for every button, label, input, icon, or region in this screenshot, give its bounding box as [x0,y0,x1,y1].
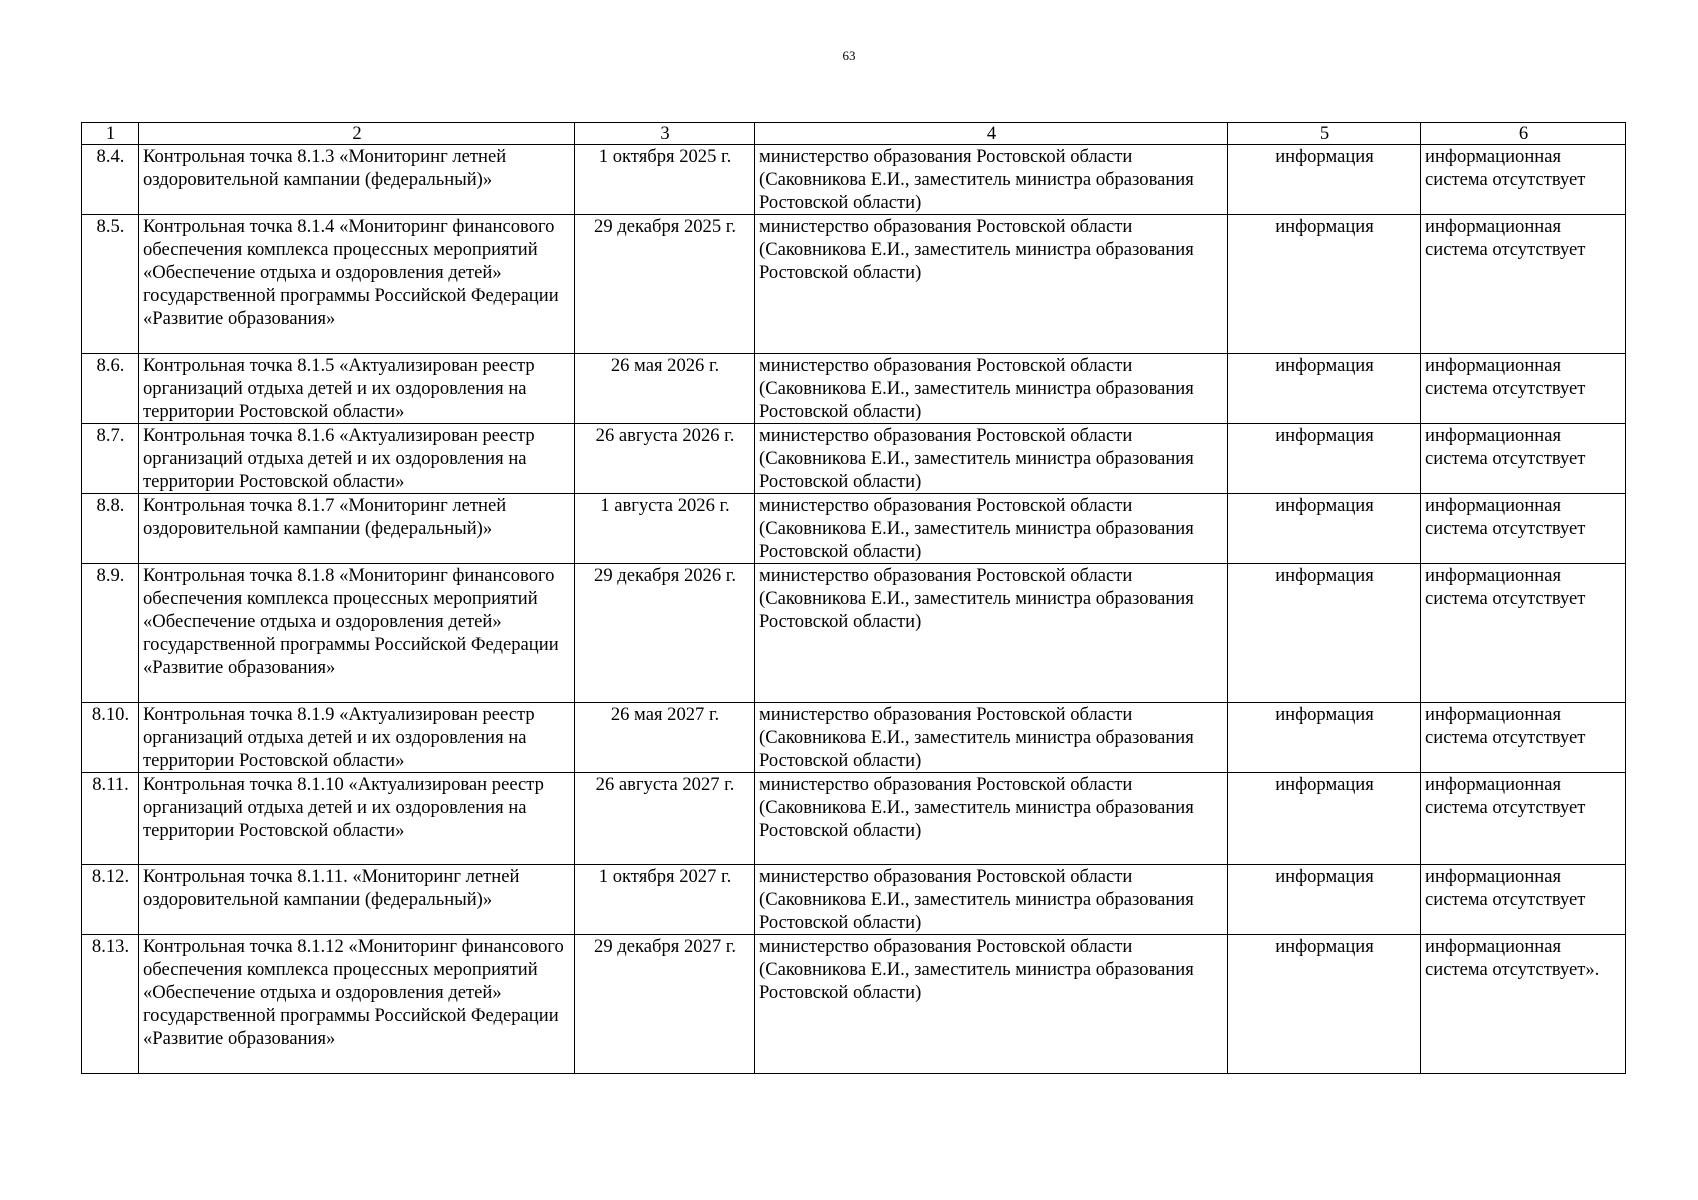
row-number: 8.6. [82,354,139,424]
column-header-2: 2 [139,123,575,145]
information-system: информационная система отсутствует [1421,424,1626,494]
row-number: 8.7. [82,424,139,494]
control-point-name: Контрольная точка 8.1.10 «Актуализирован реестр организаций отдыха детей и их оздоровления на территории Ростовской области» [139,773,575,865]
confirmation-document: информация [1228,354,1421,424]
deadline-date: 1 октября 2025 г. [575,145,755,215]
confirmation-document: информация [1228,494,1421,564]
row-number: 8.10. [82,703,139,773]
information-system: информационная система отсутствует [1421,564,1626,703]
confirmation-document: информация [1228,865,1421,935]
information-system: информационная система отсутствует». [1421,935,1626,1074]
responsible-executor: министерство образования Ростовской области (Саковникова Е.И., заместитель министра образования Ростовской области) [755,424,1228,494]
confirmation-document: информация [1228,773,1421,865]
control-point-name: Контрольная точка 8.1.6 «Актуализирован реестр организаций отдыха детей и их оздоровления на территории Ростовской области» [139,424,575,494]
control-point-name: Контрольная точка 8.1.7 «Мониторинг летней оздоровительной кампании (федеральный)» [139,494,575,564]
table-row [82,703,1626,773]
table-row [82,354,1626,424]
deadline-date: 26 мая 2027 г. [575,703,755,773]
confirmation-document: информация [1228,935,1421,1074]
confirmation-document: информация [1228,703,1421,773]
confirmation-document: информация [1228,424,1421,494]
control-point-name: Контрольная точка 8.1.3 «Мониторинг летней оздоровительной кампании (федеральный)» [139,145,575,215]
table-row [82,494,1626,564]
table-row [82,935,1626,1074]
information-system: информационная система отсутствует [1421,354,1626,424]
table-row [82,564,1626,703]
deadline-date: 26 августа 2026 г. [575,424,755,494]
column-header-5: 5 [1228,123,1421,145]
table-row [82,773,1626,865]
responsible-executor: министерство образования Ростовской области (Саковникова Е.И., заместитель министра образования Ростовской области) [755,773,1228,865]
row-number: 8.5. [82,215,139,354]
deadline-date: 29 декабря 2025 г. [575,215,755,354]
responsible-executor: министерство образования Ростовской области (Саковникова Е.И., заместитель министра образования Ростовской области) [755,703,1228,773]
row-number: 8.13. [82,935,139,1074]
table-header-row [82,123,1626,145]
information-system: информационная система отсутствует [1421,703,1626,773]
control-point-name: Контрольная точка 8.1.12 «Мониторинг финансового обеспечения комплекса процессных мероприятий «Обеспечение отдыха и оздоровления детей» государственной программы Российской Федерации «Развитие образования» [139,935,575,1074]
deadline-date: 1 октября 2027 г. [575,865,755,935]
responsible-executor: министерство образования Ростовской области (Саковникова Е.И., заместитель министра образования Ростовской области) [755,215,1228,354]
confirmation-document: информация [1228,215,1421,354]
confirmation-document: информация [1228,564,1421,703]
control-points-table [81,122,1626,1074]
control-point-name: Контрольная точка 8.1.11. «Мониторинг летней оздоровительной кампании (федеральный)» [139,865,575,935]
responsible-executor: министерство образования Ростовской области (Саковникова Е.И., заместитель министра образования Ростовской области) [755,494,1228,564]
column-header-1: 1 [82,123,139,145]
control-point-name: Контрольная точка 8.1.5 «Актуализирован реестр организаций отдыха детей и их оздоровления на территории Ростовской области» [139,354,575,424]
confirmation-document: информация [1228,145,1421,215]
row-number: 8.12. [82,865,139,935]
responsible-executor: министерство образования Ростовской области (Саковникова Е.И., заместитель министра образования Ростовской области) [755,935,1228,1074]
information-system: информационная система отсутствует [1421,494,1626,564]
deadline-date: 26 августа 2027 г. [575,773,755,865]
row-number: 8.8. [82,494,139,564]
responsible-executor: министерство образования Ростовской области (Саковникова Е.И., заместитель министра образования Ростовской области) [755,145,1228,215]
table-row [82,215,1626,354]
control-point-name: Контрольная точка 8.1.4 «Мониторинг финансового обеспечения комплекса процессных мероприятий «Обеспечение отдыха и оздоровления детей» государственной программы Российской Федерации «Развитие образования» [139,215,575,354]
column-header-3: 3 [575,123,755,145]
deadline-date: 26 мая 2026 г. [575,354,755,424]
row-number: 8.11. [82,773,139,865]
deadline-date: 29 декабря 2026 г. [575,564,755,703]
responsible-executor: министерство образования Ростовской области (Саковникова Е.И., заместитель министра образования Ростовской области) [755,865,1228,935]
table-row [82,424,1626,494]
responsible-executor: министерство образования Ростовской области (Саковникова Е.И., заместитель министра образования Ростовской области) [755,354,1228,424]
control-point-name: Контрольная точка 8.1.8 «Мониторинг финансового обеспечения комплекса процессных мероприятий «Обеспечение отдыха и оздоровления детей» государственной программы Российской Федерации «Развитие образования» [139,564,575,703]
table-row [82,865,1626,935]
deadline-date: 29 декабря 2027 г. [575,935,755,1074]
row-number: 8.9. [82,564,139,703]
column-header-6: 6 [1421,123,1626,145]
information-system: информационная система отсутствует [1421,865,1626,935]
column-header-4: 4 [755,123,1228,145]
control-point-name: Контрольная точка 8.1.9 «Актуализирован реестр организаций отдыха детей и их оздоровления на территории Ростовской области» [139,703,575,773]
page-number: 63 [842,48,856,63]
information-system: информационная система отсутствует [1421,215,1626,354]
row-number: 8.4. [82,145,139,215]
deadline-date: 1 августа 2026 г. [575,494,755,564]
responsible-executor: министерство образования Ростовской области (Саковникова Е.И., заместитель министра образования Ростовской области) [755,564,1228,703]
information-system: информационная система отсутствует [1421,773,1626,865]
table-row [82,145,1626,215]
information-system: информационная система отсутствует [1421,145,1626,215]
